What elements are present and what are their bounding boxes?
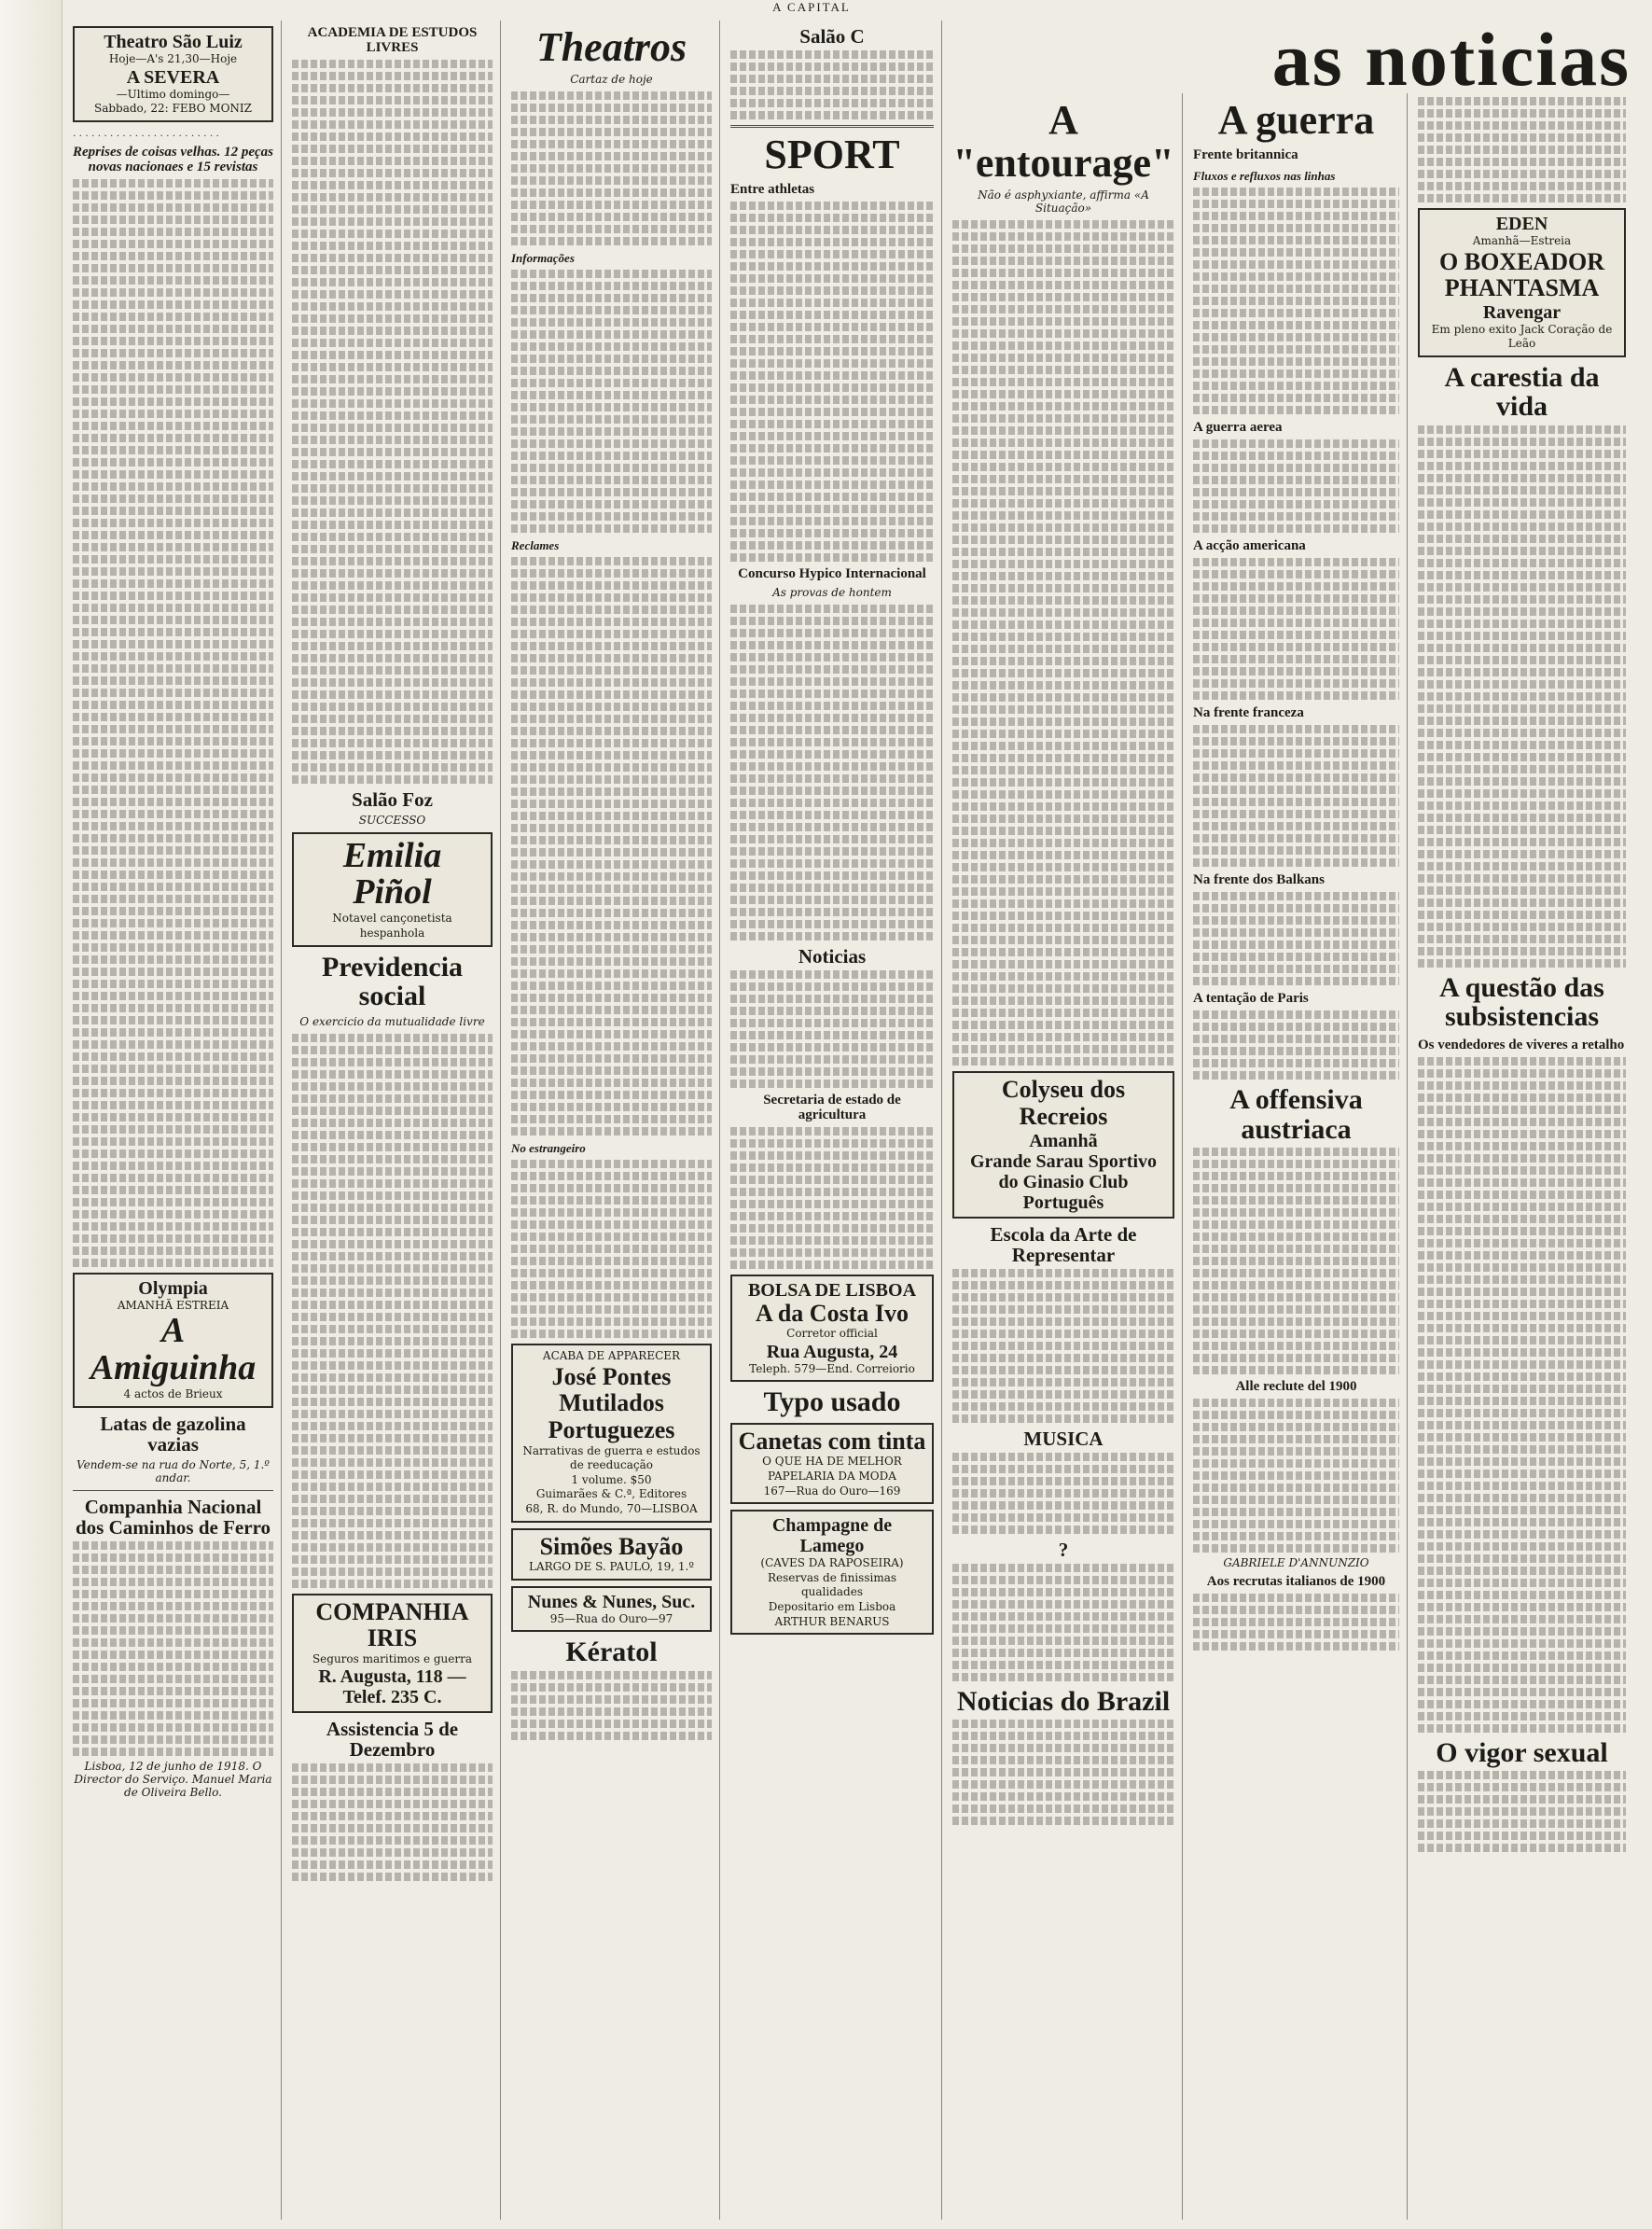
article-text [1418,425,1626,968]
ad-top: ACABA DE APPARECER [542,1349,681,1363]
subsection-title: Na frente dos Balkans [1193,872,1325,888]
ad-note: Reservas de finissimas qualidades [767,1570,897,1599]
article-text [952,220,1174,1066]
article-text: . . . . . . . . . . . . . . . . . . . . . . . . [73,127,219,139]
ad-note: Vendem-se na rua do Norte, 5, 1.º andar. [76,1457,270,1484]
article-sub: Não é asphyxiante, affirma «A Situação» [978,188,1149,216]
article-text [952,1564,1174,1681]
section-title: SPORT [764,132,900,178]
ad-film: O BOXEADOR PHANTASMA [1439,247,1604,302]
article-text [952,1269,1174,1423]
article-title: A offensiva austriaca [1229,1084,1363,1145]
ad-sub: O QUE HA DE MELHOR PAPELARIA DA MODA [762,1455,902,1483]
ad-title: Latas de gazolina vazias [100,1412,246,1456]
ad-simoes [511,1528,712,1581]
subsection-title: No estrangeiro [511,1141,586,1156]
ad-addr: R. Augusta, 118 — Telef. 235 C. [318,1666,466,1708]
ad-bolsa [730,1275,934,1383]
subsection-title: Os vendedores de viveres a retalho [1418,1037,1625,1052]
subsection-title: Frente britannica [1193,147,1298,163]
article-title: A guerra [1217,97,1375,143]
ad-sub: SUCCESSO [358,813,426,827]
subsection-sub: Fluxos e refluxos nas linhas [1193,169,1336,184]
ad-eden [1418,208,1626,357]
notice-signature: Lisboa, 12 de junho de 1918. O Director do Serviço. Manuel Maria de Oliveira Bello. [74,1760,272,1800]
article-text [1193,1399,1399,1553]
article-text [1193,1594,1399,1651]
ad-line: Hoje—A's 21,30—Hoje [108,52,238,65]
article-text [1418,1057,1626,1733]
ad-title: A da Costa Ivo [756,1299,909,1327]
article-title: Reprises de coisas velhas. 12 peças novas nacionaes e 15 revistas [73,145,273,175]
ad-title: Salão C [799,25,865,48]
article-title: Assistencia 5 de Dezembro [326,1718,459,1762]
article-text [73,179,273,1267]
subsection-title: Na frente franceza [1193,705,1304,721]
listing-text [511,91,712,245]
ad-sub: Narrativas de guerra e estudos de reeducação [522,1443,701,1472]
ad-line: 4 actos de Brieux [123,1387,223,1401]
ad-price: 1 volume. $50 [571,1472,652,1486]
article-text [292,1034,493,1588]
article-text [730,1127,934,1269]
article-title: O vigor sexual [1436,1736,1608,1768]
ad-phone: Teleph. 579—End. Correiorio [749,1361,915,1375]
ad-title: Mutilados Portuguezes [548,1389,675,1443]
ad-iris [292,1594,493,1714]
ad-name: Emilia Piñol [342,835,442,912]
article-text [1193,892,1399,985]
ad-note: Em pleno exito Jack Coração de Leão [1431,322,1613,351]
ad-addr: 68, R. do Mundo, 70—LISBOA [525,1501,698,1515]
article-signature: GABRIELE D'ANNUNZIO [1223,1555,1369,1569]
column-6 [1186,93,1408,2220]
article-title: Escola da Arte de Representar [990,1222,1137,1266]
subsection-sub: As provas de hontem [772,585,892,599]
ad-top: BOLSA DE LISBOA [747,1279,917,1301]
notice-title: Companhia Nacional dos Caminhos de Ferro [75,1495,271,1539]
ad-canetas [730,1423,934,1504]
article-sub: O exercicio da mutualidade livre [299,1014,485,1028]
ad-tag: Amanhã—Estreia [1472,234,1572,247]
column-4 [723,21,942,2220]
subsection-title: Alle reclute del 1900 [1235,1379,1357,1395]
notice-text [73,1541,273,1756]
article-title: MUSICA [1023,1427,1104,1450]
ad-line: —Ultimo domingo— [116,87,230,101]
ad-colyseu [952,1071,1174,1218]
article-text [511,1160,712,1338]
column-1 [65,21,282,2220]
ad-note: Notavel cançonetista hespanhola [332,912,452,940]
article-text [1193,188,1399,414]
masthead: A CAPITAL [772,0,851,14]
ad-name: ARTHUR BENARUS [774,1614,890,1628]
ad-line: A SEVERA [126,66,220,88]
subsection-title: Informações [511,251,575,266]
article-text [511,557,712,1135]
ad-sub: (CAVES DA RAPOSEIRA) [760,1556,904,1570]
article-text [730,970,934,1088]
article-text [730,605,934,940]
ad-olympia [73,1273,273,1408]
article-title: A carestia da vida [1444,361,1600,423]
ad-title: Theatro São Luiz [104,32,243,52]
article-text [1193,725,1399,867]
ad-title: Kératol [565,1637,658,1668]
section-title: as noticias [1271,17,1631,102]
page-edge [0,0,62,2229]
ad-title: Salão Foz [352,787,433,811]
article-text [730,202,934,562]
article-text [1418,1771,1626,1852]
column-3 [504,21,720,2220]
subsection-title: Concurso Hypico Internacional [738,566,926,582]
ad-dep: Depositario em Lisboa [768,1599,896,1613]
subsection-title: Aos recrutas italianos de 1900 [1206,1573,1386,1589]
ad-sao-luiz [73,26,273,122]
subsection-title: Reclames [511,538,560,553]
ad-pub: Guimarães & C.ª, Editores [535,1487,687,1501]
subsection-title: Secretaria de estado de agricultura [763,1093,901,1122]
subsection-title: A guerra aerea [1193,420,1283,436]
ad-jose-pontes [511,1344,712,1522]
ad-line: AMANHÃ ESTREIA [117,1298,229,1312]
ad-text [511,1671,712,1740]
subsection-title: Noticias [798,944,867,968]
ad-addr: 95—Rua do Ouro—97 [549,1611,673,1625]
ad-emilia [292,832,493,947]
article-text [1418,97,1626,202]
ad-addr: 167—Rua do Ouro—169 [763,1484,901,1498]
ad-title: Colyseu dos Recreios [1001,1076,1126,1130]
ad-tag: Amanhã [1029,1130,1098,1151]
ad-addr: LARGO DE S. PAULO, 19, 1.º [529,1560,694,1574]
article-title: Noticias do Brazil [956,1685,1171,1717]
ad-line: Sabbado, 22: FEBO MONIZ [93,102,253,116]
article-title: ? [1058,1538,1069,1561]
ad-addr: Rua Augusta, 24 [766,1341,898,1362]
article-text [292,1763,493,1881]
section-sub: Cartaz de hoje [570,73,653,87]
ad-title: Simões Bayão [539,1532,684,1560]
article-text [952,1453,1174,1534]
article-title: A questão das subsistencias [1439,971,1604,1033]
ad-sub: Ravengar [1482,301,1562,323]
subsection-title: A tentação de Paris [1193,991,1309,1007]
article-title: A "entourage" [952,97,1174,187]
article-text [952,1720,1174,1825]
article-text [1193,1148,1399,1374]
ad-author: José Pontes [551,1362,672,1390]
column-5 [945,93,1183,2220]
subsection-title: Entre athletas [730,182,815,198]
ad-nunes [511,1586,712,1633]
article-text [1193,1010,1399,1080]
ad-title: Champagne de Lamego [771,1515,893,1557]
ad-sub: Grande Sarau Sportivo do Ginasio Club Português [969,1150,1158,1213]
article-title: ACADEMIA DE ESTUDOS LIVRES [307,25,478,55]
article-text [1193,439,1399,533]
ad-champagne [730,1510,934,1635]
ad-title: EDEN [1495,214,1548,234]
section-title: Theatros [535,24,687,70]
ad-title: Olympia [138,1277,208,1299]
ad-play: A Amiguinha [90,1311,257,1388]
subsection-title: A acção americana [1193,538,1306,554]
ad-title: Canetas com tinta [738,1427,926,1455]
ad-title: COMPANHIA IRIS [315,1597,469,1652]
ad-title: Typo usado [763,1386,901,1418]
ad-sub: Seguros maritimos e guerra [312,1651,473,1665]
article-text [292,60,493,784]
article-text [1193,558,1399,700]
ad-text [730,50,934,119]
article-title: Previdencia social [321,951,464,1012]
column-7 [1410,93,1633,2220]
ad-role: Corretor official [786,1327,878,1341]
ad-title: Nunes & Nunes, Suc. [527,1591,696,1612]
column-2 [285,21,501,2220]
article-text [511,270,712,533]
